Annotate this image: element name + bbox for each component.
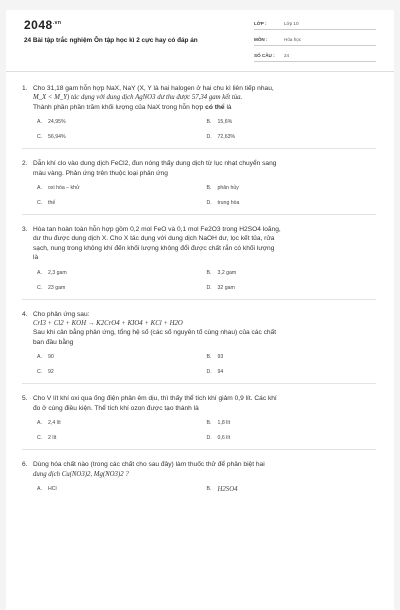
question-5 bbox=[22, 394, 376, 450]
question-text: Dùng hóa chất nào (trong các chất cho sau đây) làm thuốc thử để phân biệt hai dung dịch Cu(NO3)2, Mg(NO3)2 ? bbox=[33, 461, 265, 478]
question-4 bbox=[22, 310, 376, 385]
question-text: Hòa tan hoàn toàn hỗn hợp gồm 0,2 mol FeO và 0,1 mol Fe2O3 trong H2SO4 loãng, dư thu được dung dịch X. Cho X tác dụng với dung dịch NaOH dư, lọc kết tủa, rửa sạch, nung trong không khí đến khối lượng không đổi được chất rắn có khối lượng là bbox=[33, 226, 281, 262]
answer-options bbox=[22, 486, 376, 493]
option-b[interactable]: B. 3,2 gam bbox=[206, 269, 237, 276]
site-logo[interactable]: $2048^{.vn}$ bbox=[24, 18, 62, 32]
divider bbox=[22, 299, 376, 300]
question-2 bbox=[22, 159, 376, 215]
question-1 bbox=[22, 84, 376, 149]
question-6 bbox=[22, 460, 376, 493]
option-c[interactable]: C. 2 lít bbox=[37, 435, 57, 442]
answer-options bbox=[22, 119, 376, 140]
answer-options bbox=[22, 420, 376, 441]
option-c[interactable]: C. 56,94% bbox=[37, 134, 66, 141]
option-d[interactable]: D. trung hòa bbox=[206, 200, 240, 207]
question-number: 2. bbox=[22, 160, 28, 168]
question-number: 4. bbox=[22, 310, 28, 318]
question-text: Cho phản ứng sau: CrI3 + Cl2 + KOH → K2CrO4 + KIO4 + KCl + H2O Sau khi cân bằng phản ứng, tổng hệ số (các số nguyên tố cùng nhau) của các chất ban đầu bằng bbox=[33, 310, 277, 346]
option-d[interactable]: D. 72,63% bbox=[206, 134, 236, 141]
option-d[interactable]: D. 32 gam bbox=[206, 284, 235, 291]
meta-question-count: SỐ CÂU : 24 bbox=[254, 49, 376, 62]
question-number: 5. bbox=[22, 395, 28, 403]
option-c[interactable]: C. thế bbox=[37, 200, 56, 207]
question-text: Dẫn khí clo vào dung dịch FeCl2, đun nóng thấy dung dịch từ lục nhạt chuyển sang màu vàng. Phản ứng trên thuộc loại phản ứng bbox=[33, 160, 277, 177]
divider bbox=[22, 214, 376, 215]
answer-options bbox=[22, 185, 376, 206]
question-3 bbox=[22, 225, 376, 300]
answer-options bbox=[22, 354, 376, 375]
option-b[interactable]: B. phân hủy bbox=[206, 185, 239, 192]
reaction-equation: CrI3 + Cl2 + KOH → K2CrO4 + KIO4 + KCl + H2O bbox=[33, 320, 183, 328]
option-a[interactable]: A. oxi hóa – khử bbox=[37, 185, 80, 192]
answer-options bbox=[22, 270, 376, 291]
option-a[interactable]: A. 2,4 lít bbox=[37, 420, 61, 427]
option-a[interactable]: A. 24,95% bbox=[37, 119, 66, 126]
option-a[interactable]: A. 90 bbox=[37, 354, 54, 361]
meta-class: LỚP : Lớp 10 bbox=[254, 17, 376, 30]
option-b[interactable]: B. 1,8 lít bbox=[206, 420, 231, 427]
divider bbox=[22, 449, 376, 450]
option-c[interactable]: C. 92 bbox=[37, 369, 54, 376]
meta-subject: MÔN : Hóa học bbox=[254, 33, 376, 46]
divider bbox=[22, 383, 376, 384]
question-number: 6. bbox=[22, 461, 28, 469]
option-d[interactable]: D. 94 bbox=[206, 369, 224, 376]
worksheet-header bbox=[6, 10, 394, 72]
option-b[interactable]: B. H2SO4 bbox=[206, 485, 238, 493]
option-c[interactable]: C. 23 gam bbox=[37, 284, 66, 291]
document-meta bbox=[254, 17, 376, 65]
option-a[interactable]: A. HCl bbox=[37, 485, 57, 492]
worksheet-page bbox=[6, 10, 394, 610]
question-number: 1. bbox=[22, 85, 28, 92]
question-text: Cho 31,18 gam hỗn hợp NaX, NaY (X, Y là hai halogen ở hai chu kì liên tiếp nhau, M_X < M_Y) tác dụng với dung dịch AgNO3 dư thu được 57,34 gam kết tủa. Thành phần phần trăm khối lượng của NaX trong hỗn hợp có thể là bbox=[33, 85, 274, 111]
divider bbox=[22, 148, 376, 149]
option-a[interactable]: A. 2,3 gam bbox=[37, 269, 67, 276]
document-title: 24 Bài tập trắc nghiệm Ôn tập học kì 2 cực hay có đáp án bbox=[24, 37, 198, 44]
question-number: 3. bbox=[22, 226, 28, 234]
option-b[interactable]: B. 15,6% bbox=[206, 119, 233, 126]
option-b[interactable]: B. 93 bbox=[206, 354, 224, 361]
question-list bbox=[6, 72, 394, 493]
option-d[interactable]: D. 0,6 lít bbox=[206, 435, 231, 442]
question-text: Cho V lít khí oxi qua ống điện phân êm dịu, thì thấy thể tích khí giảm 0,9 lít. Các khí đo ở cùng điều kiện. Thể tích khí ozon được tạo thành là bbox=[33, 395, 277, 412]
